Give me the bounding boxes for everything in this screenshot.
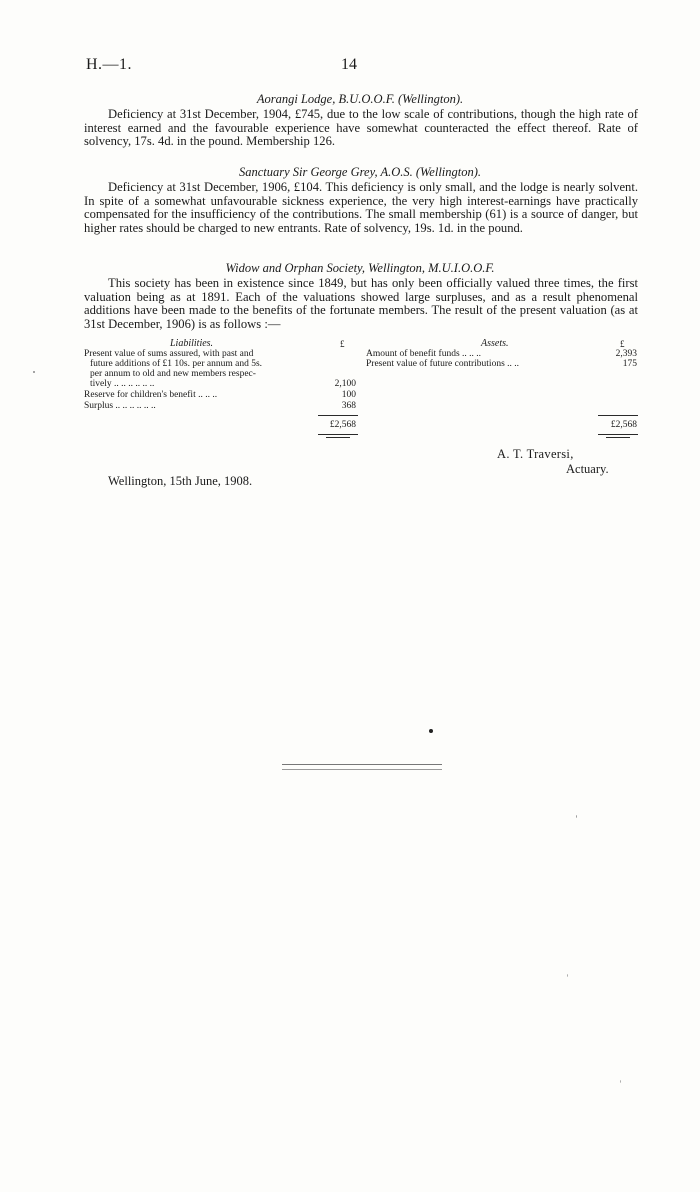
page-number: 14 bbox=[341, 56, 357, 73]
liability-line: tively .. .. .. .. .. .. bbox=[90, 379, 155, 389]
ink-speck bbox=[576, 815, 577, 818]
asset-line: Present value of future contributions .. .. bbox=[366, 359, 520, 369]
liability-value: 100 bbox=[341, 390, 356, 400]
section-body-widow-orphan: This society has been in existence since 1849, but has only been officially valued three times, the first valuation being as at 1891. Each of the valuations showed large surpluses, and as a result phenomenal additions have been made to the benefits of the fortunate members. The result of the present valuation (as at 31st December, 1906) is as follows :— bbox=[84, 276, 638, 331]
ink-speck bbox=[33, 371, 35, 373]
end-rule bbox=[282, 764, 442, 770]
liability-line: per annum to old and new members respec- bbox=[90, 369, 256, 379]
section-title-sanctuary: Sanctuary Sir George Grey, A.O.S. (Wellington). bbox=[238, 165, 482, 179]
ink-speck bbox=[620, 1080, 621, 1083]
assets-heading: Assets. bbox=[481, 338, 509, 349]
liability-line: future additions of £1 10s. per annum and 5s. bbox=[90, 359, 263, 369]
liabilities-heading: Liabilities. bbox=[170, 338, 214, 349]
liabilities-currency: £ bbox=[340, 339, 345, 349]
total-double-rule bbox=[318, 434, 358, 435]
liability-line: Reserve for children's benefit .. .. .. bbox=[84, 390, 218, 400]
total-double-rule bbox=[326, 437, 350, 438]
ink-speck bbox=[429, 729, 433, 733]
assets-currency: £ bbox=[620, 339, 625, 349]
total-rule bbox=[318, 415, 358, 416]
total-rule bbox=[598, 415, 638, 416]
parliamentary-paper-reference: H.—1. bbox=[86, 56, 133, 73]
ink-speck bbox=[567, 974, 568, 977]
section-body-sanctuary: Deficiency at 31st December, 1906, £104. This deficiency is only small, and the lodge is nearly solvent. In spite of a somewhat unfavourable sickness experience, the very high interest-earnings have practically compensated for the insufficiency of the contributions. The small membership (61) is a source of danger, but higher rates should be charged to new entrants. Rate of solvency, 19s. 1d. in the pound. bbox=[84, 180, 638, 235]
asset-value: 2,393 bbox=[615, 349, 637, 359]
liability-value: 2,100 bbox=[334, 379, 356, 389]
place-and-date: Wellington, 15th June, 1908. bbox=[108, 474, 253, 488]
assets-total: £2,568 bbox=[610, 420, 637, 430]
asset-line: Amount of benefit funds .. .. .. bbox=[366, 349, 482, 359]
section-body-aorangi: Deficiency at 31st December, 1904, £745, due to the low scale of contributions, though the high rate of interest earned and the favourable experience have somewhat counteracted the effect thereof. Rate of solvency, 17s. 4d. in the pound. Membership 126. bbox=[84, 107, 638, 149]
signatory-title: Actuary. bbox=[566, 462, 609, 476]
signatory-name: A. T. Traversi, bbox=[497, 447, 574, 461]
section-title-widow-orphan: Widow and Orphan Society, Wellington, M.U.I.O.O.F. bbox=[225, 261, 495, 275]
liability-value: 368 bbox=[341, 401, 356, 411]
total-double-rule bbox=[606, 437, 630, 438]
asset-value: 175 bbox=[622, 359, 637, 369]
liability-line: Surplus .. .. .. .. .. .. bbox=[84, 401, 156, 411]
liability-line: Present value of sums assured, with past and bbox=[84, 349, 254, 359]
total-double-rule bbox=[598, 434, 638, 435]
liabilities-total: £2,568 bbox=[329, 420, 356, 430]
section-title-aorangi: Aorangi Lodge, B.U.O.O.F. (Wellington). bbox=[256, 92, 464, 106]
